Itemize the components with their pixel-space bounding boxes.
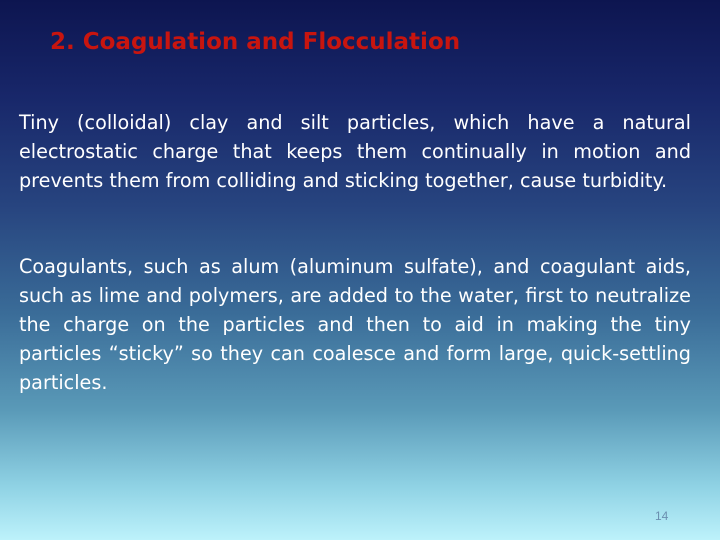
slide-title: 2. Coagulation and Flocculation — [50, 29, 461, 55]
paragraph-turbidity: Tiny (colloidal) clay and silt particles, which have a natural electrostatic charge that keeps them continually in motion and prevents them from colliding and sticking together, cause turbidity. — [19, 111, 691, 192]
paragraph-coagulants: Coagulants, such as alum (aluminum sulfate), and coagulant aids, such as lime and polymers, are added to the water, first to neutralize the charge on the particles and then to aid in making the tiny particles “sticky” so they can coalesce and form large, quick-settling particles. — [19, 255, 691, 394]
page-number: 14 — [655, 509, 669, 523]
